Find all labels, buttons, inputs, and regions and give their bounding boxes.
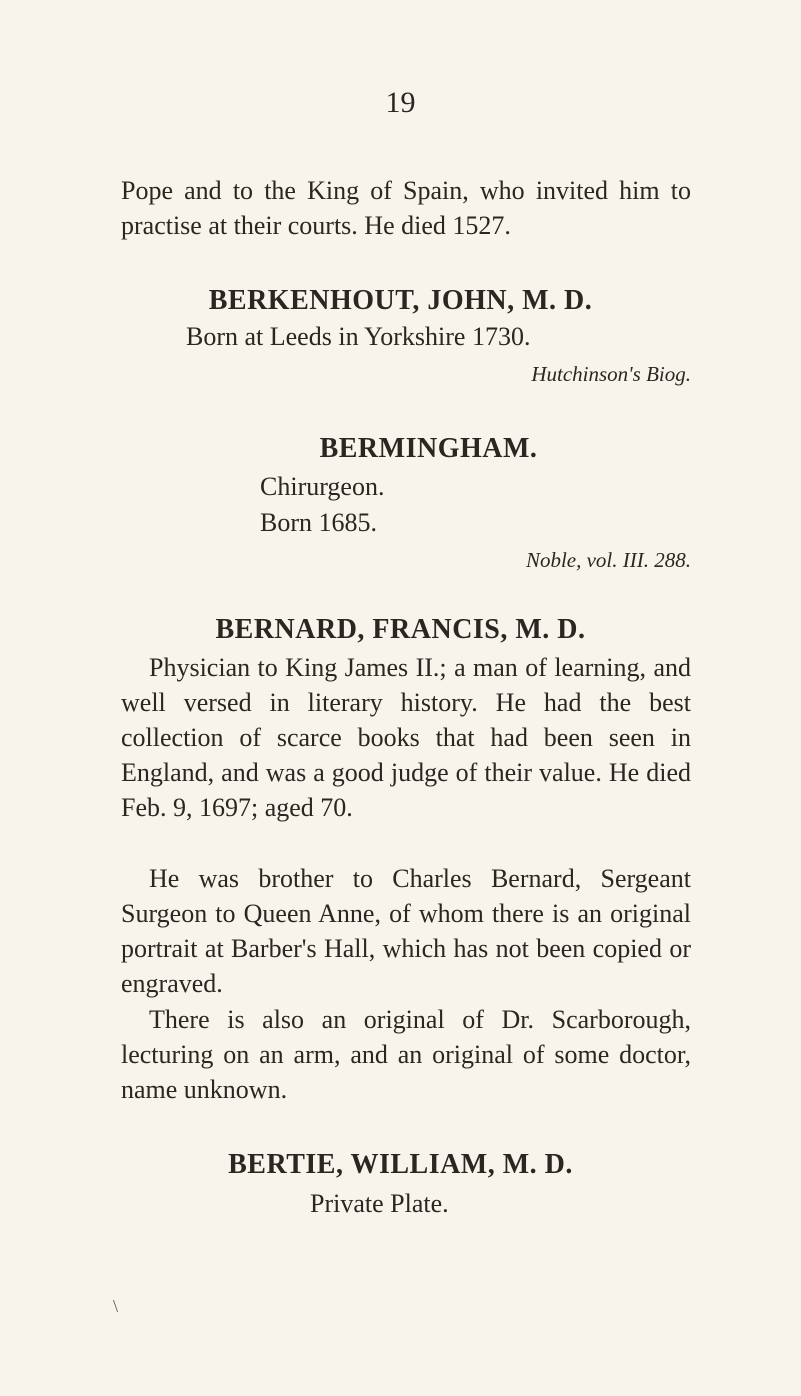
bernard-paragraph-1: Physician to King James II.; a man of learning, and well versed in literary history. He had the best collection of scarce books that had been seen in England, and was a good judge of their value. He died Feb. 9, 1697; aged 70. bbox=[121, 653, 691, 822]
bermingham-citation: Noble, vol. III. 288. bbox=[525, 548, 691, 572]
entry-heading-berkenhout: BERKENHOUT, JOHN, M. D. bbox=[208, 285, 593, 316]
bermingham-occupation: Chirurgeon. bbox=[260, 472, 385, 501]
bernard-paragraph-3: There is also an original of Dr. Scarborough, lecturing on an arm, and an original of some doctor, name unknown. bbox=[121, 1005, 691, 1104]
bernard-paragraph-2: He was brother to Charles Bernard, Sergeant Surgeon to Queen Anne, of whom there is an original portrait at Barber's Hall, which has not been copied or engraved. bbox=[121, 864, 691, 998]
berkenhout-born: Born at Leeds in Yorkshire 1730. bbox=[186, 322, 531, 351]
entry-heading-bermingham: BERMINGHAM. bbox=[319, 433, 538, 464]
bertie-note: Private Plate. bbox=[310, 1189, 449, 1218]
berkenhout-citation: Hutchinson's Biog. bbox=[531, 362, 691, 386]
intro-paragraph: Pope and to the King of Spain, who invited him to practise at their courts. He died 1527. bbox=[121, 176, 691, 240]
entry-heading-bertie: BERTIE, WILLIAM, M. D. bbox=[228, 1149, 573, 1180]
bermingham-born: Born 1685. bbox=[260, 508, 377, 537]
entry-heading-bernard: BERNARD, FRANCIS, M. D. bbox=[215, 614, 586, 645]
page-number: 19 bbox=[385, 86, 416, 119]
stray-mark: \ bbox=[113, 1296, 119, 1316]
